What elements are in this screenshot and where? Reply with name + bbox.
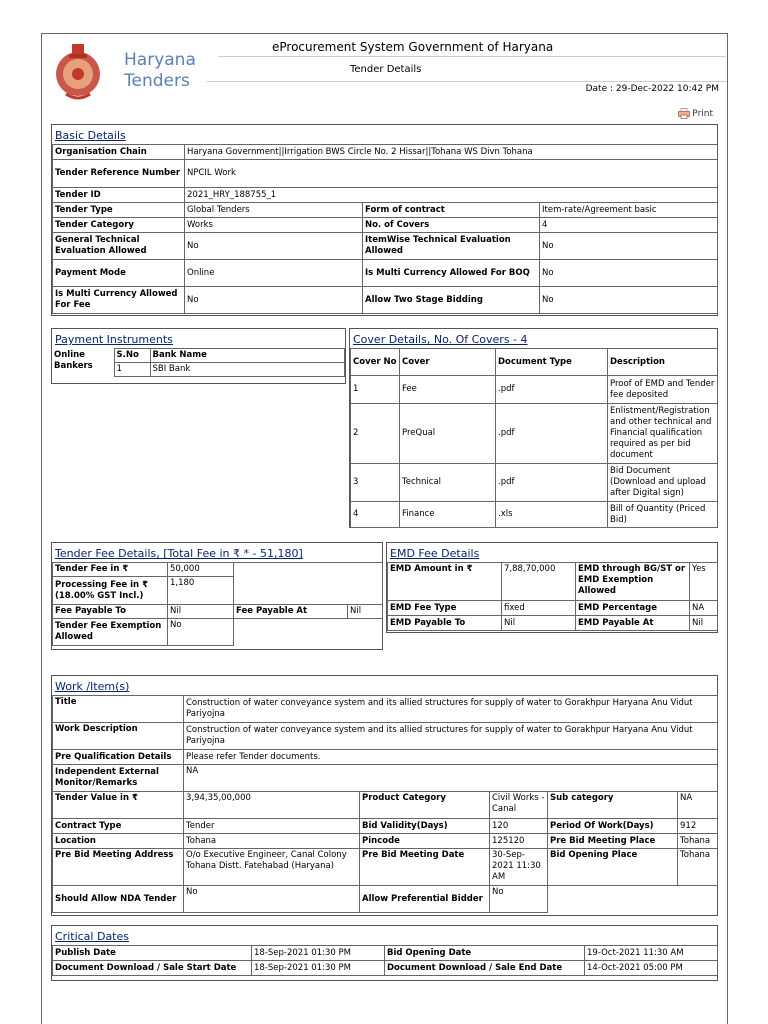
tender-ref-label: Tender Reference Number xyxy=(53,160,185,188)
emd-payable-to-value: Nil xyxy=(502,616,576,631)
prequal-label: Pre Qualification Details xyxy=(53,750,184,765)
emd-type-value: fixed xyxy=(502,601,576,616)
contract-type-label: Contract Type xyxy=(53,819,184,834)
itemwise-value: No xyxy=(540,233,718,260)
fee-payable-at-value: Nil xyxy=(348,605,383,619)
publish-date-value: 18-Sep-2021 01:30 PM xyxy=(252,946,385,961)
emd-payable-to-label: EMD Payable To xyxy=(388,616,502,631)
cover-no-cell: 4 xyxy=(351,502,400,528)
fee-exemption-value: No xyxy=(168,619,234,646)
pbm-date-label: Pre Bid Meeting Date xyxy=(360,849,490,886)
page-title: Tender Details xyxy=(350,64,422,75)
work-items-title: Work /Item(s) xyxy=(55,680,130,693)
report-date: Date : 29-Dec-2022 10:42 PM xyxy=(585,84,719,94)
doc-type-cell: .xls xyxy=(496,502,608,528)
tender-category-label: Tender Category xyxy=(53,218,185,233)
tender-category-value: Works xyxy=(185,218,363,233)
nda-value: No xyxy=(184,886,360,913)
download-end-value: 14-Oct-2021 05:00 PM xyxy=(585,961,718,976)
bid-validity-label: Bid Validity(Days) xyxy=(360,819,490,834)
description-cell: Bill of Quantity (Priced Bid) xyxy=(608,502,718,528)
covers-label: No. of Covers xyxy=(363,218,540,233)
product-category-label: Product Category xyxy=(360,792,490,819)
sub-category-label: Sub category xyxy=(548,792,678,819)
payment-instruments-section xyxy=(51,328,346,384)
cover-header: Cover xyxy=(400,349,496,376)
online-bankers-label: Online Bankers xyxy=(54,349,93,371)
cover-details-section xyxy=(349,328,718,528)
payment-mode-label: Payment Mode xyxy=(53,260,185,287)
emd-amount-value: 7,88,70,000 xyxy=(502,563,576,601)
pbm-place-value: Tohana xyxy=(678,834,718,849)
tender-value-value: 3,94,35,00,000 xyxy=(184,792,360,819)
emd-percentage-label: EMD Percentage xyxy=(576,601,690,616)
payment-mode-value: Online xyxy=(185,260,363,287)
description-cell: Proof of EMD and Tender fee deposited xyxy=(608,376,718,404)
work-items-section xyxy=(51,675,718,916)
empty-cell xyxy=(548,886,718,913)
bid-opening-date-label: Bid Opening Date xyxy=(385,946,585,961)
system-title: eProcurement System Government of Haryana xyxy=(272,40,554,54)
bank-name-header: Bank Name xyxy=(150,349,344,363)
page-header xyxy=(42,34,727,119)
bid-opening-place-label: Bid Opening Place xyxy=(548,849,678,886)
pbm-date-value: 30-Sep-2021 11:30 AM xyxy=(490,849,548,886)
brand-line-1: Haryana xyxy=(124,50,196,70)
bid-validity-value: 120 xyxy=(490,819,548,834)
cover-no-cell: 1 xyxy=(351,376,400,404)
tender-value-label: Tender Value in ₹ xyxy=(53,792,184,819)
nda-label: Should Allow NDA Tender xyxy=(53,886,184,913)
itemwise-label: ItemWise Technical Evaluation Allowed xyxy=(363,233,540,260)
brand-line-2: Tenders xyxy=(124,71,190,91)
publish-date-label: Publish Date xyxy=(53,946,252,961)
gte-label: General Technical Evaluation Allowed xyxy=(53,233,185,260)
multi-boq-value: No xyxy=(540,260,718,287)
download-end-label: Document Download / Sale End Date xyxy=(385,961,585,976)
tender-ref-value: NPCIL Work xyxy=(185,160,718,188)
gte-value: No xyxy=(185,233,363,260)
contract-type-value: Tender xyxy=(184,819,360,834)
table-row xyxy=(351,376,718,404)
sno-cell: 1 xyxy=(114,363,150,377)
cover-details-title: Cover Details, No. Of Covers - 4 xyxy=(353,333,528,346)
basic-details-title: Basic Details xyxy=(55,129,126,142)
location-label: Location xyxy=(53,834,184,849)
preferential-bidder-label: Allow Preferential Bidder xyxy=(360,886,490,913)
pbm-address-value: O/o Executive Engineer, Canal Colony Tohana Distt. Fatehabad (Haryana) xyxy=(184,849,360,886)
cover-details-table xyxy=(350,348,718,528)
form-contract-value: Item-rate/Agreement basic xyxy=(540,203,718,218)
table-row xyxy=(351,404,718,464)
pbm-address-label: Pre Bid Meeting Address xyxy=(53,849,184,886)
monitor-label: Independent External Monitor/Remarks xyxy=(53,765,184,792)
tender-fee-label: Tender Fee in ₹ xyxy=(53,563,168,577)
fee-payable-to-label: Fee Payable To xyxy=(53,605,168,619)
doc-type-cell: .pdf xyxy=(496,464,608,502)
emd-bgst-label: EMD through BG/ST or EMD Exemption Allowed xyxy=(576,563,690,601)
work-desc-label: Work Description xyxy=(53,723,184,750)
tender-type-value: Global Tenders xyxy=(185,203,363,218)
product-category-value: Civil Works - Canal xyxy=(490,792,548,819)
download-start-value: 18-Sep-2021 01:30 PM xyxy=(252,961,385,976)
preferential-bidder-value: No xyxy=(490,886,548,913)
emd-fee-section xyxy=(386,542,718,633)
printer-icon xyxy=(678,108,690,119)
emd-fee-table xyxy=(387,562,718,631)
cover-cell: Fee xyxy=(400,376,496,404)
org-chain-value: Haryana Government||Irrigation BWS Circle No. 2 Hissar||Tohana WS Divn Tohana xyxy=(185,145,718,160)
pincode-label: Pincode xyxy=(360,834,490,849)
processing-fee-value: 1,180 xyxy=(168,577,234,605)
work-items-table xyxy=(52,695,718,913)
pincode-value: 125120 xyxy=(490,834,548,849)
cover-cell: Finance xyxy=(400,502,496,528)
covers-value: 4 xyxy=(540,218,718,233)
critical-dates-table xyxy=(52,945,718,976)
multi-fee-label: Is Multi Currency Allowed For Fee xyxy=(53,287,185,314)
tender-type-label: Tender Type xyxy=(53,203,185,218)
description-header: Description xyxy=(608,349,718,376)
emd-payable-at-value: Nil xyxy=(690,616,718,631)
emd-amount-label: EMD Amount in ₹ xyxy=(388,563,502,601)
description-cell: Enlistment/Registration and other technical and Financial qualification required as per bid document xyxy=(608,404,718,464)
payment-instruments-title: Payment Instruments xyxy=(55,333,173,346)
tender-id-value: 2021_HRY_188755_1 xyxy=(185,188,718,203)
fee-payable-at-label: Fee Payable At xyxy=(234,605,348,619)
two-stage-label: Allow Two Stage Bidding xyxy=(363,287,540,314)
brand-logo-text xyxy=(124,50,196,92)
form-contract-label: Form of contract xyxy=(363,203,540,218)
multi-boq-label: Is Multi Currency Allowed For BOQ xyxy=(363,260,540,287)
location-value: Tohana xyxy=(184,834,360,849)
cover-no-header: Cover No xyxy=(351,349,400,376)
document-frame xyxy=(41,33,728,1024)
tender-fee-value: 50,000 xyxy=(168,563,234,577)
emd-percentage-value: NA xyxy=(690,601,718,616)
emd-fee-title: EMD Fee Details xyxy=(390,547,480,560)
tender-fee-table xyxy=(52,562,383,646)
tender-fee-section xyxy=(51,542,383,650)
period-of-work-label: Period Of Work(Days) xyxy=(548,819,678,834)
emd-type-label: EMD Fee Type xyxy=(388,601,502,616)
processing-fee-label: Processing Fee in ₹ (18.00% GST Incl.) xyxy=(53,577,168,605)
critical-dates-title: Critical Dates xyxy=(55,930,129,943)
emd-payable-at-label: EMD Payable At xyxy=(576,616,690,631)
table-row xyxy=(351,464,718,502)
cover-cell: Technical xyxy=(400,464,496,502)
fee-exemption-label: Tender Fee Exemption Allowed xyxy=(53,619,168,646)
doc-type-cell: .pdf xyxy=(496,404,608,464)
empty-cell xyxy=(234,619,383,646)
doc-type-cell: .pdf xyxy=(496,376,608,404)
sub-category-value: NA xyxy=(678,792,718,819)
empty-cell xyxy=(234,563,383,605)
payment-instruments-table xyxy=(52,348,345,377)
table-row xyxy=(351,502,718,528)
sno-header: S.No xyxy=(114,349,150,363)
work-title-value: Construction of water conveyance system and its allied structures for supply of water to Gorakhpur Haryana Anu Vidut Pariyojna xyxy=(184,696,718,723)
basic-details-table xyxy=(52,144,718,314)
org-chain-label: Organisation Chain xyxy=(53,145,185,160)
emd-bgst-value: Yes xyxy=(690,563,718,601)
multi-fee-value: No xyxy=(185,287,363,314)
pbm-place-label: Pre Bid Meeting Place xyxy=(548,834,678,849)
description-cell: Bid Document (Download and upload after Digital sign) xyxy=(608,464,718,502)
download-start-label: Document Download / Sale Start Date xyxy=(53,961,252,976)
period-of-work-value: 912 xyxy=(678,819,718,834)
cover-no-cell: 2 xyxy=(351,404,400,464)
header-divider xyxy=(218,56,726,57)
cover-cell: PreQual xyxy=(400,404,496,464)
tender-id-label: Tender ID xyxy=(53,188,185,203)
work-title-label: Title xyxy=(53,696,184,723)
prequal-value: Please refer Tender documents. xyxy=(184,750,718,765)
date-divider xyxy=(207,81,727,82)
work-desc-value: Construction of water conveyance system and its allied structures for supply of water to Gorakhpur Haryana Anu Vidut Pariyojna xyxy=(184,723,718,750)
two-stage-value: No xyxy=(540,287,718,314)
bank-name-cell: SBI Bank xyxy=(150,363,344,377)
critical-dates-section xyxy=(51,925,718,981)
cover-no-cell: 3 xyxy=(351,464,400,502)
tender-fee-title: Tender Fee Details, [Total Fee in ₹ * - 51,180] xyxy=(55,547,303,560)
monitor-value: NA xyxy=(184,765,718,792)
doc-type-header: Document Type xyxy=(496,349,608,376)
print-button[interactable] xyxy=(678,108,713,119)
print-label: Print xyxy=(692,108,713,119)
bid-opening-date-value: 19-Oct-2021 11:30 AM xyxy=(585,946,718,961)
fee-payable-to-value: Nil xyxy=(168,605,234,619)
basic-details-section xyxy=(51,124,718,316)
bid-opening-place-value: Tohana xyxy=(678,849,718,886)
haryana-emblem-icon xyxy=(52,40,104,102)
